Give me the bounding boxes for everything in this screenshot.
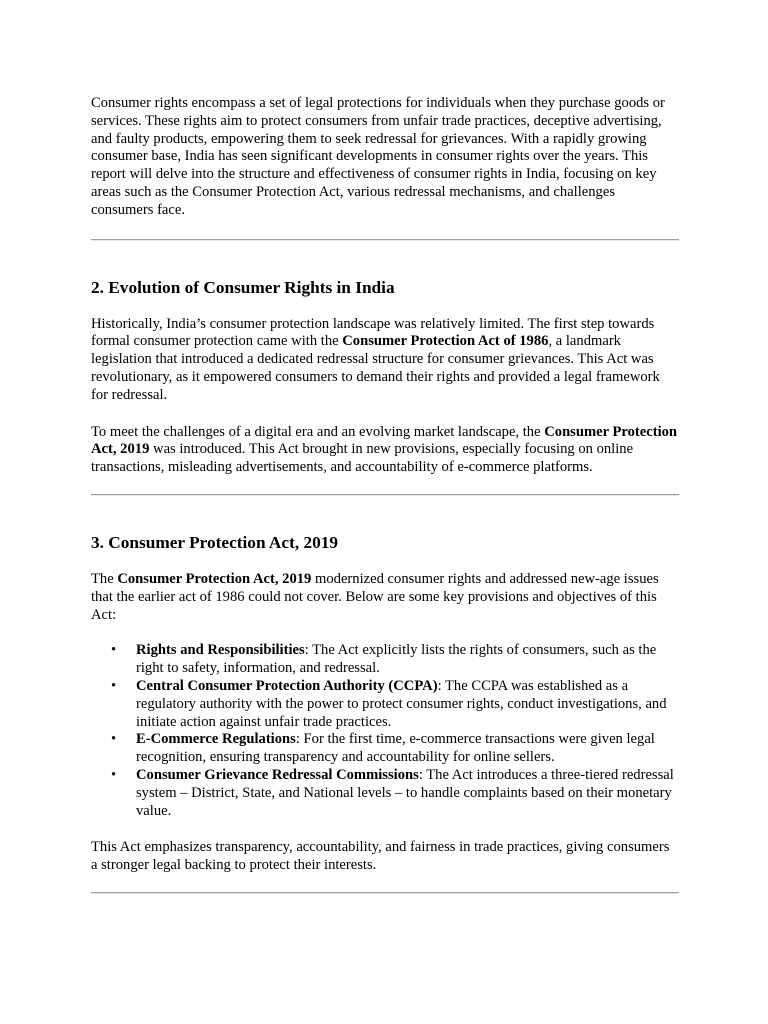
section-3-p1-text-after: modernized consumer rights and addressed new-age issues that the earlier act of 1986 could not cover. Below are some key provisions and objectives of this Act: — [91, 570, 659, 623]
provision-title: Rights and Responsibilities — [136, 642, 305, 659]
section-3-p1-bold: Consumer Protection Act, 2019 — [117, 570, 312, 587]
list-item — [111, 766, 679, 820]
bullet-icon: • — [111, 677, 117, 694]
section-3-paragraph-2: This Act emphasizes transparency, accountability, and fairness in trade practices, giving consumers a stronger legal backing to protect their interests. — [91, 839, 670, 874]
section-2-paragraph-2 — [91, 424, 679, 477]
section-divider — [91, 892, 679, 894]
list-item — [111, 731, 679, 767]
provision-title: Central Consumer Protection Authority (CCPA) — [136, 677, 438, 694]
section-2-p2-text-after: was introduced. This Act brought in new provisions, especially focusing on online transactions, misleading advertisements, and accountability of e-commerce platforms. — [91, 441, 634, 476]
section-2-p1-text-after: , a landmark legislation that introduced a dedicated redressal structure for consumer grievances. This Act was revolutionary, as it empowered consumers to demand their rights and provided a legal framework for redressal. — [91, 333, 660, 403]
section-2-p2-text-before: To meet the challenges of a digital era and an evolving market landscape, the — [91, 423, 545, 440]
section-divider — [91, 239, 679, 241]
provision-title: Consumer Grievance Redressal Commissions — [136, 766, 419, 783]
provision-text: : The CCPA was established as a regulatory authority with the power to protect consumer rights, conduct investigations, and initiate action against unfair trade practices. — [136, 677, 667, 730]
bullet-icon: • — [111, 642, 117, 659]
section-2-heading: 2. Evolution of Consumer Rights in India — [91, 277, 395, 297]
section-2-p1-bold: Consumer Protection Act of 1986 — [342, 333, 549, 350]
section-divider — [91, 494, 679, 496]
provision-text: : For the first time, e-commerce transactions were given legal recognition, ensuring transparency and accountability for online sellers. — [136, 731, 655, 766]
provision-text: : The Act introduces a three-tiered redressal system – District, State, and National levels – to handle complaints based on their monetary value. — [136, 766, 674, 819]
provision-title: E-Commerce Regulations — [136, 731, 296, 748]
list-item — [111, 677, 679, 731]
section-3-p1-text-before: The — [91, 570, 118, 587]
intro-paragraph: Consumer rights encompass a set of legal protections for individuals when they purchase goods or services. These rights aim to protect consumers from unfair trade practices, deceptive advertising, and faulty products, empowering them to seek redressal for grievances. With a rapidly growing consumer base, India has seen significant developments in consumer rights over the years. This report will delve into the structure and effectiveness of consumer rights in India, focusing on key areas such as the Consumer Protection Act, various redressal mechanisms, and challenges consumers face. — [91, 95, 665, 218]
bullet-icon: • — [111, 731, 117, 748]
bullet-icon: • — [111, 766, 117, 783]
section-2-p2-bold: Consumer Protection Act, 2019 — [91, 423, 678, 458]
section-3-heading: 3. Consumer Protection Act, 2019 — [91, 532, 339, 552]
list-item — [111, 642, 679, 678]
document-page — [91, 95, 679, 894]
key-provisions-list — [91, 642, 679, 820]
provision-text: : The Act explicitly lists the rights of consumers, such as the right to safety, information, and redressal. — [136, 642, 657, 677]
section-2-paragraph-1 — [91, 316, 679, 405]
section-2-p1-text-before: Historically, India’s consumer protection landscape was relatively limited. The first step towards formal consumer protection came with the — [91, 315, 655, 350]
section-3-paragraph-1 — [91, 571, 679, 624]
